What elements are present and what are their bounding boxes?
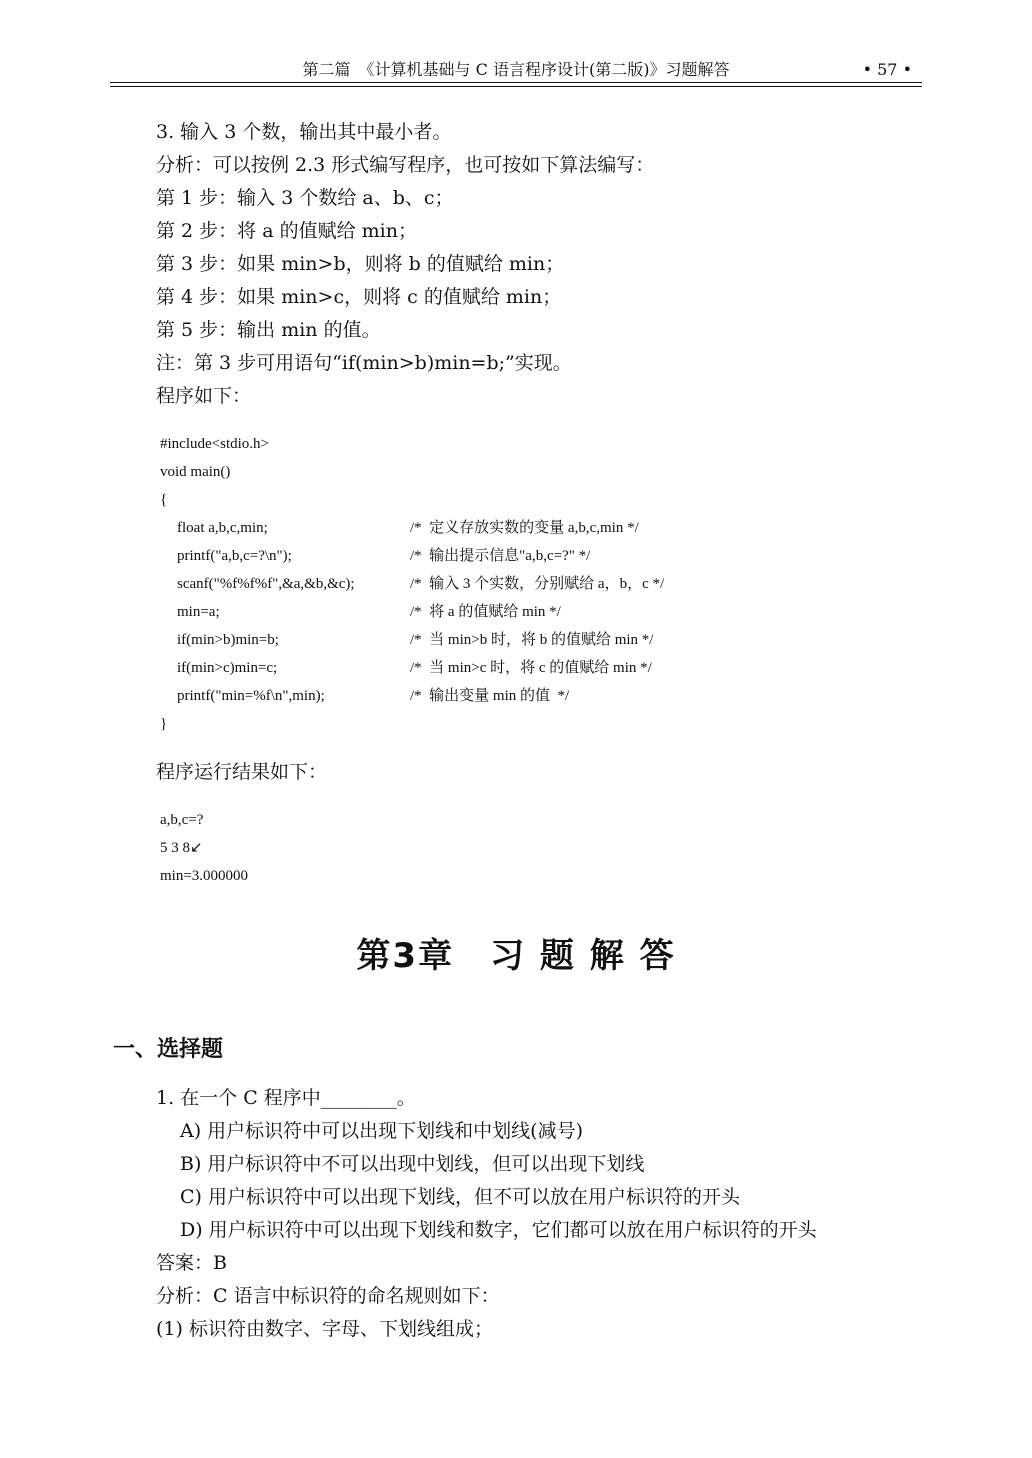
step-1: 第 1 步：输入 3 个数给 a、b、c； <box>156 187 454 209</box>
header-title: 第二篇 《计算机基础与 C 语言程序设计(第二版)》习题解答 <box>302 60 730 79</box>
code-comment: /* 当 min>b 时，将 b 的值赋给 min */ <box>410 632 654 648</box>
question-analysis: 分析：C 语言中标识符的命名规则如下： <box>156 1285 500 1307</box>
code-comment: /* 输出提示信息"a,b,c=?" */ <box>410 548 591 564</box>
step-4: 第 4 步：如果 min>c，则将 c 的值赋给 min； <box>156 286 562 308</box>
output-line: min=3.000000 <box>160 868 249 884</box>
code-line: printf("a,b,c=?\n"); <box>177 548 292 564</box>
code-line: float a,b,c,min; <box>177 520 268 536</box>
section-title: 一、选择题 <box>113 1037 224 1062</box>
page-header <box>110 60 922 84</box>
code-line: if(min>b)min=b; <box>177 632 279 648</box>
code-include: #include<stdio.h> <box>160 436 269 452</box>
code-line: scanf("%f%f%f",&a,&b,&c); <box>177 576 355 592</box>
output-line: 5 3 8↙ <box>160 840 203 856</box>
code-comment: /* 输入 3 个实数，分别赋给 a，b，c */ <box>410 576 665 592</box>
program-intro: 程序如下： <box>156 385 252 407</box>
code-line: printf("min=%f\n",min); <box>177 688 325 704</box>
page-number: • 57 • <box>862 60 912 79</box>
code-main: void main() <box>160 464 231 480</box>
chapter-title: 第3章 习 题 解 答 <box>356 936 676 976</box>
code-line: min=a; <box>177 604 220 620</box>
question-stem: 1. 在一个 C 程序中________。 <box>156 1087 416 1109</box>
answer: 答案：B <box>156 1252 227 1274</box>
code-comment: /* 当 min>c 时，将 c 的值赋给 min */ <box>410 660 652 676</box>
option-a: A) 用户标识符中可以出现下划线和中划线(减号) <box>180 1120 583 1142</box>
header-rule-thick <box>110 82 922 83</box>
code-close-brace: } <box>160 716 168 732</box>
problem-analysis: 分析：可以按例 2.3 形式编写程序，也可按如下算法编写： <box>156 154 655 176</box>
option-b: B) 用户标识符中不可以出现中划线，但可以出现下划线 <box>180 1153 645 1175</box>
header-rule-thin <box>110 86 922 87</box>
code-comment: /* 输出变量 min 的值 */ <box>410 688 570 704</box>
run-intro: 程序运行结果如下： <box>156 761 328 783</box>
problem-title: 3. 输入 3 个数，输出其中最小者。 <box>156 121 452 143</box>
code-comment: /* 定义存放实数的变量 a,b,c,min */ <box>410 520 639 536</box>
step-3: 第 3 步：如果 min>b，则将 b 的值赋给 min； <box>156 253 565 275</box>
naming-rule-1: (1) 标识符由数字、字母、下划线组成； <box>156 1318 493 1340</box>
code-open-brace: { <box>160 492 168 508</box>
option-c: C) 用户标识符中可以出现下划线，但不可以放在用户标识符的开头 <box>180 1186 740 1208</box>
step-5: 第 5 步：输出 min 的值。 <box>156 319 381 341</box>
note: 注：第 3 步可用语句“if(min>b)min=b;”实现。 <box>156 352 572 374</box>
step-2: 第 2 步：将 a 的值赋给 min； <box>156 220 417 242</box>
option-d: D) 用户标识符中可以出现下划线和数字，它们都可以放在用户标识符的开头 <box>180 1219 817 1241</box>
code-line: if(min>c)min=c; <box>177 660 278 676</box>
code-comment: /* 将 a 的值赋给 min */ <box>410 604 561 620</box>
output-line: a,b,c=? <box>160 812 204 828</box>
